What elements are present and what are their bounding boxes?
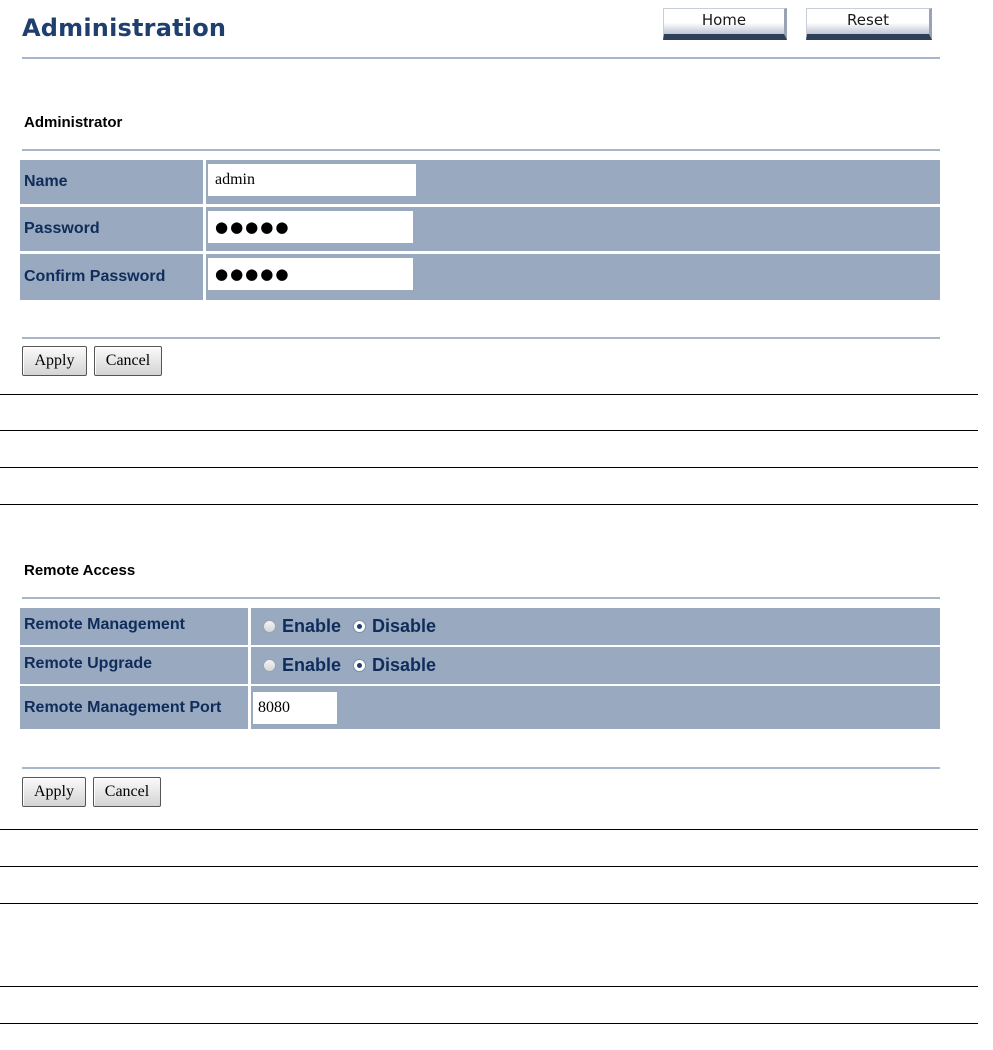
remote-access-divider (22, 597, 940, 599)
remote-upgrade-disable-label: Disable (372, 655, 437, 675)
separator-line (0, 504, 978, 505)
separator-line (0, 903, 978, 904)
confirm-password-label: Confirm Password (20, 254, 203, 300)
reset-button[interactable]: Reset (806, 8, 932, 40)
separator-line (0, 467, 978, 468)
remote-upgrade-enable-label: Enable (282, 655, 342, 675)
remote-access-heading: Remote Access (24, 562, 136, 579)
separator-line (0, 1023, 978, 1024)
password-cell (206, 207, 940, 251)
password-input[interactable]: ●●●●● (208, 211, 413, 243)
remote-access-cancel-button[interactable]: Cancel (93, 777, 161, 807)
remote-management-enable-radio[interactable] (263, 620, 276, 633)
remote-access-bottom-divider (22, 767, 940, 769)
name-label: Name (20, 160, 203, 204)
confirm-password-row (20, 254, 940, 300)
administrator-cancel-button[interactable]: Cancel (94, 346, 162, 376)
name-input[interactable]: admin (208, 164, 416, 196)
page-title: Administration (22, 14, 227, 42)
remote-management-radio-group (263, 608, 448, 645)
remote-management-port-input[interactable]: 8080 (253, 692, 337, 724)
remote-upgrade-enable-radio[interactable] (263, 659, 276, 672)
remote-upgrade-label: Remote Upgrade (20, 647, 248, 684)
header-divider (22, 57, 940, 59)
remote-management-port-cell (251, 686, 940, 729)
remote-upgrade-cell (251, 647, 940, 684)
administrator-apply-button[interactable]: Apply (22, 346, 87, 376)
password-label: Password (20, 207, 203, 251)
remote-management-disable-radio[interactable] (353, 620, 366, 633)
remote-management-row (20, 608, 940, 645)
name-row (20, 160, 940, 204)
confirm-password-input[interactable]: ●●●●● (208, 258, 413, 290)
remote-management-port-label: Remote Management Port (20, 686, 248, 729)
remote-management-enable-label: Enable (282, 616, 342, 636)
separator-line (0, 866, 978, 867)
remote-management-cell (251, 608, 940, 645)
remote-management-label: Remote Management (20, 608, 248, 645)
separator-line (0, 394, 978, 395)
remote-upgrade-disable-radio[interactable] (353, 659, 366, 672)
home-button[interactable]: Home (663, 8, 787, 40)
remote-upgrade-row (20, 647, 940, 684)
separator-line (0, 430, 978, 431)
remote-management-disable-label: Disable (372, 616, 437, 636)
administrator-heading: Administrator (24, 114, 123, 131)
separator-line (0, 829, 978, 830)
administrator-bottom-divider (22, 337, 940, 339)
remote-upgrade-radio-group (263, 647, 448, 684)
password-row (20, 207, 940, 251)
administrator-divider (22, 149, 940, 151)
remote-access-apply-button[interactable]: Apply (22, 777, 86, 807)
name-cell (206, 160, 940, 204)
confirm-password-cell (206, 254, 940, 300)
remote-management-port-row (20, 686, 940, 729)
separator-line (0, 986, 978, 987)
